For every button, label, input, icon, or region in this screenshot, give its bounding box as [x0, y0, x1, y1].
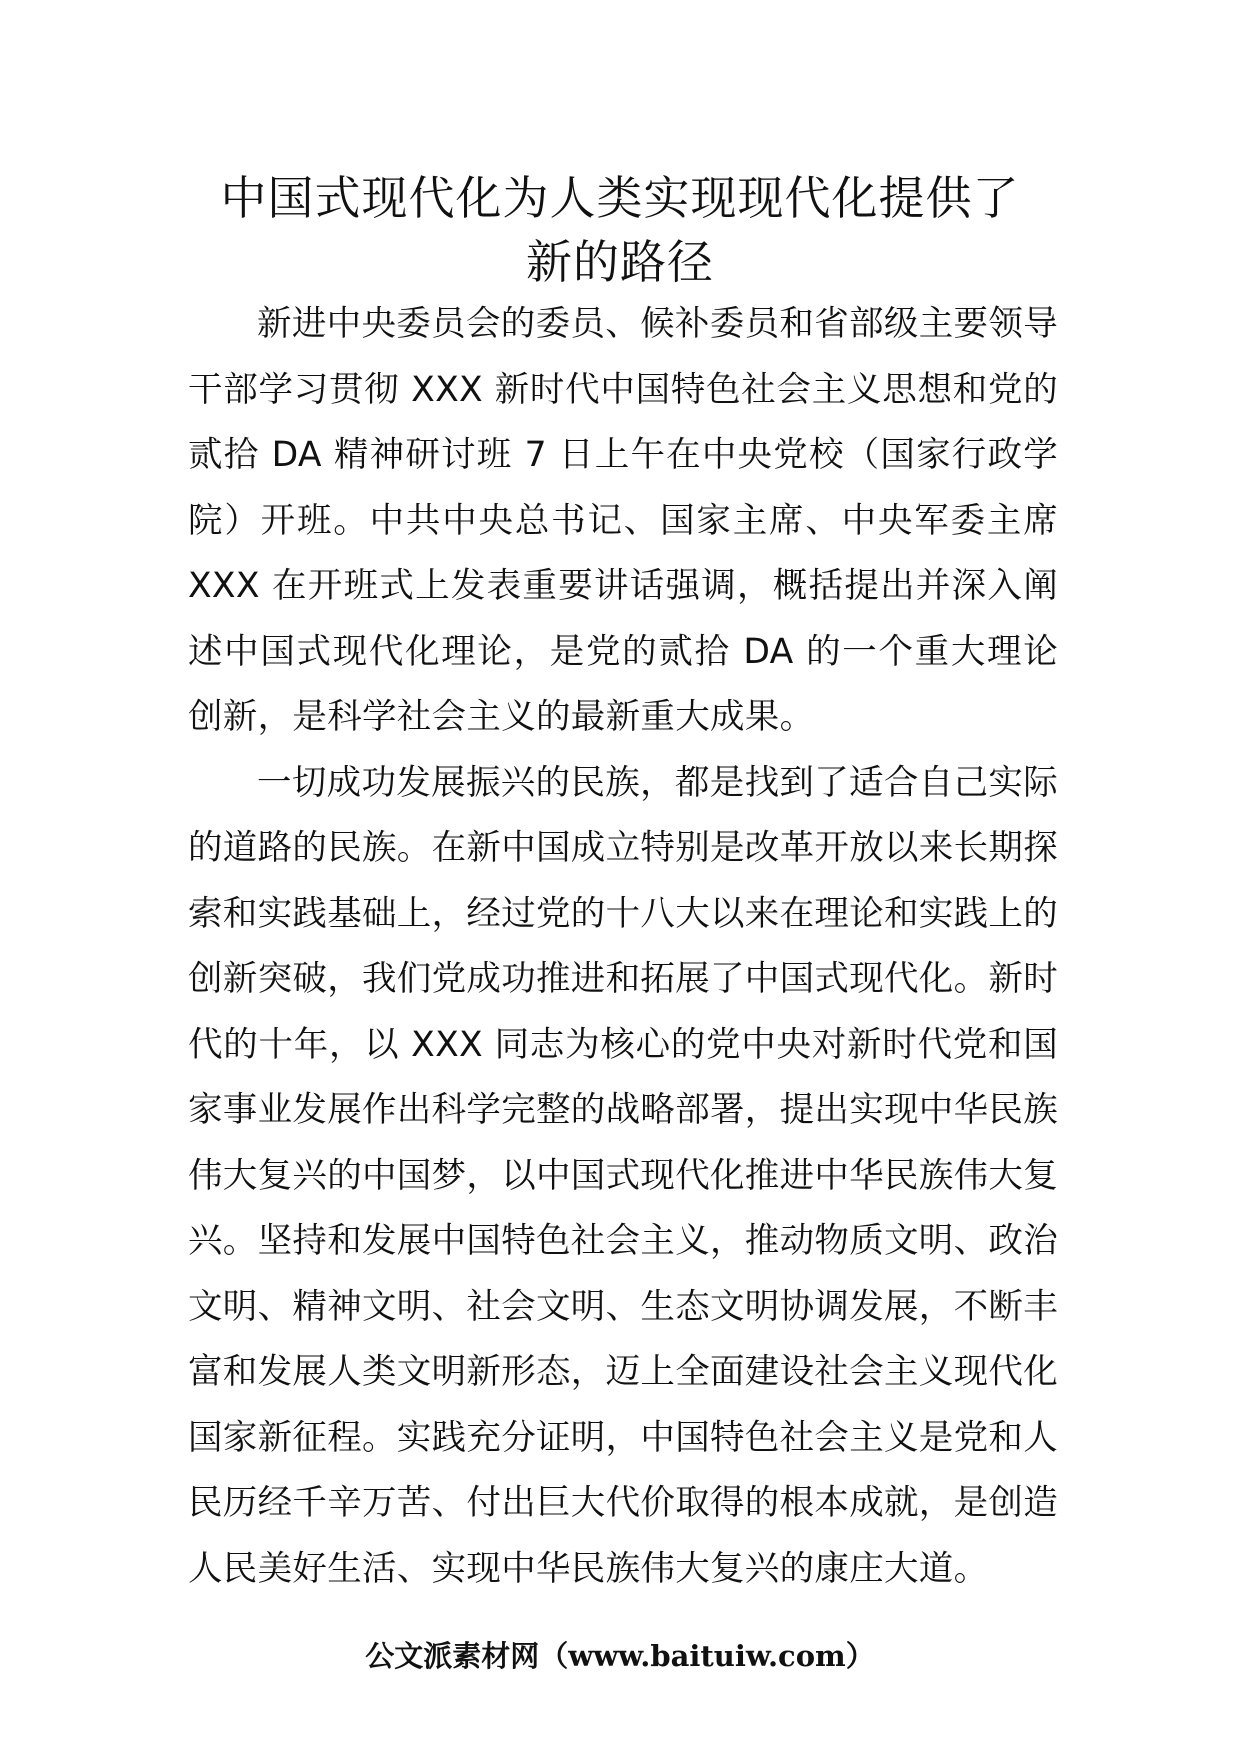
footer-watermark: 公文派素材网（www.baituiw.com）	[365, 1639, 875, 1673]
page-title	[150, 166, 1090, 294]
title-line-2: 新的路径	[526, 235, 714, 289]
document-body	[188, 292, 1058, 1602]
paragraph-1: 新进中央委员会的委员、候补委员和省部级主要领导干部学习贯彻 XXX 新时代中国特色社会主义思想和党的贰拾 DA 精神研讨班 7 日上午在中央党校（国家行政学院）开班。中共中央总书记、国家主席、中央军委主席 XXX 在开班式上发表重要讲话强调，概括提出并深入阐述中国式现代化理论，是党的贰拾 DA 的一个重大理论创新，是科学社会主义的最新重大成果。	[188, 304, 1058, 737]
paragraph-2: 一切成功发展振兴的民族，都是找到了适合自己实际的道路的民族。在新中国成立特别是改革开放以来长期探索和实践基础上，经过党的十八大以来在理论和实践上的创新突破，我们党成功推进和拓展了中国式现代化。新时代的十年，以 XXX 同志为核心的党中央对新时代党和国家事业发展作出科学完整的战略部署，提出实现中华民族伟大复兴的中国梦，以中国式现代化推进中华民族伟大复兴。坚持和发展中国特色社会主义，推动物质文明、政治文明、精神文明、社会文明、生态文明协调发展，不断丰富和发展人类文明新形态，迈上全面建设社会主义现代化国家新征程。实践充分证明，中国特色社会主义是党和人民历经千辛万苦、付出巨大代价取得的根本成就，是创造人民美好生活、实现中华民族伟大复兴的康庄大道。	[188, 762, 1058, 1589]
title-line-1: 中国式现代化为人类实现现代化提供了	[220, 171, 1020, 225]
